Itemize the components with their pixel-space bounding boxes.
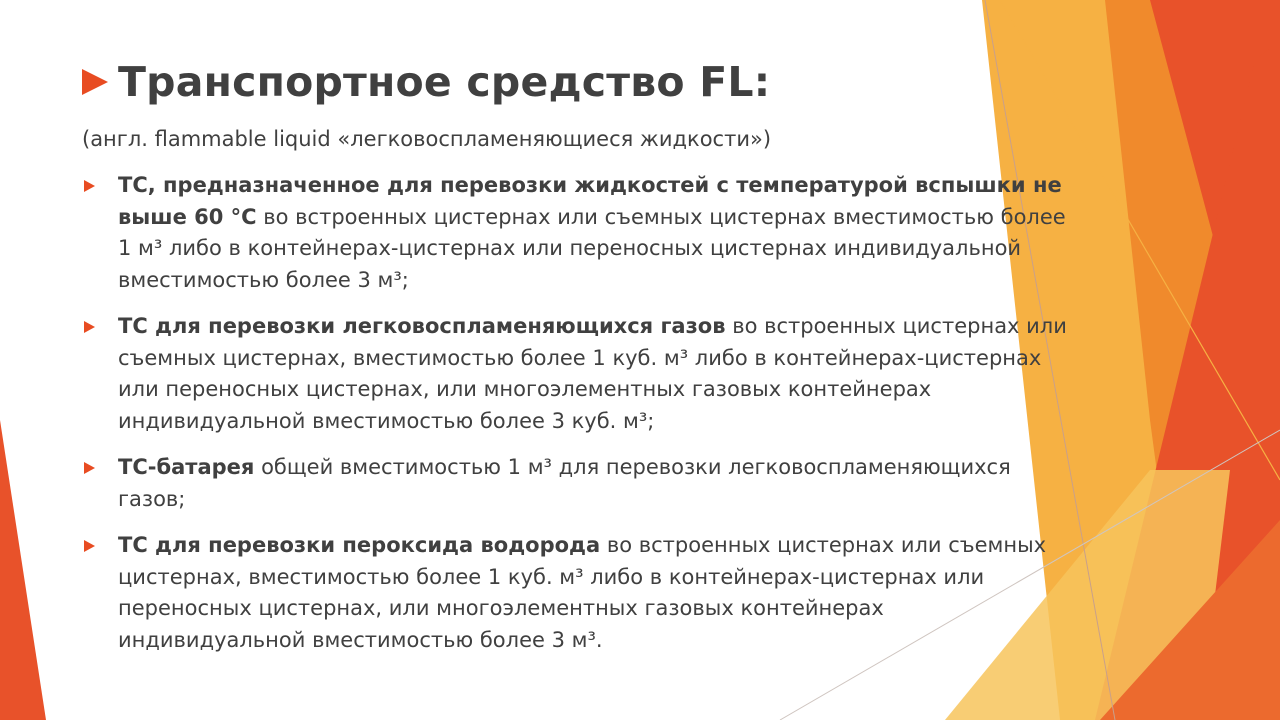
bullet-item — [82, 311, 1072, 437]
bullet-item — [82, 170, 1072, 296]
bullet-list — [82, 170, 1072, 671]
bullet-text: во встроенных цистернах или съемных цистернах, вместимостью более 1 куб. м³ либо в контейнерах-цистернах или переносных цистернах, или многоэлементных газовых контейнерах индивидуальной вместимостью более 3 куб. м³; — [118, 314, 1067, 433]
left-accent-shape — [0, 420, 46, 720]
title-arrow-icon — [82, 69, 108, 95]
bullet-text: во встроенных цистернах или съемных цистернах, вместимостью более 1 куб. м³ либо в контейнерах-цистернах или переносных цистернах, или многоэлементных газовых контейнерах индивидуальной вместимостью более 3 м³. — [118, 533, 1047, 652]
slide-subtitle: (англ. flammable liquid «легковоспламеняющиеся жидкости») — [82, 127, 772, 151]
bullet-bold-text: ТС для перевозки легковоспламеняющихся газов — [118, 314, 726, 338]
slide-title: Транспортное средство FL: — [118, 58, 771, 106]
bullet-arrow-icon — [84, 540, 95, 552]
bullet-bold-text: ТС-батарея — [118, 455, 255, 479]
bullet-arrow-icon — [84, 462, 95, 474]
bullet-item — [82, 452, 1072, 515]
bullet-bold-text: ТС, предназначенное для перевозки жидкостей с температурой вспышки не выше 60 °С — [118, 173, 1062, 229]
bullet-arrow-icon — [84, 180, 95, 192]
slide-title-row — [82, 58, 770, 106]
bullet-text: общей вместимостью 1 м³ для перевозки легковоспламеняющихся газов; — [118, 455, 1011, 511]
bullet-item — [82, 530, 1072, 656]
bullet-arrow-icon — [84, 321, 95, 333]
bullet-bold-text: ТС для перевозки пероксида водорода — [118, 533, 601, 557]
bullet-text: во встроенных цистернах или съемных цистернах вместимостью более 1 м³ либо в контейнерах-цистернах или переносных цистернах индивидуальной вместимостью более 3 м³; — [118, 204, 1066, 292]
